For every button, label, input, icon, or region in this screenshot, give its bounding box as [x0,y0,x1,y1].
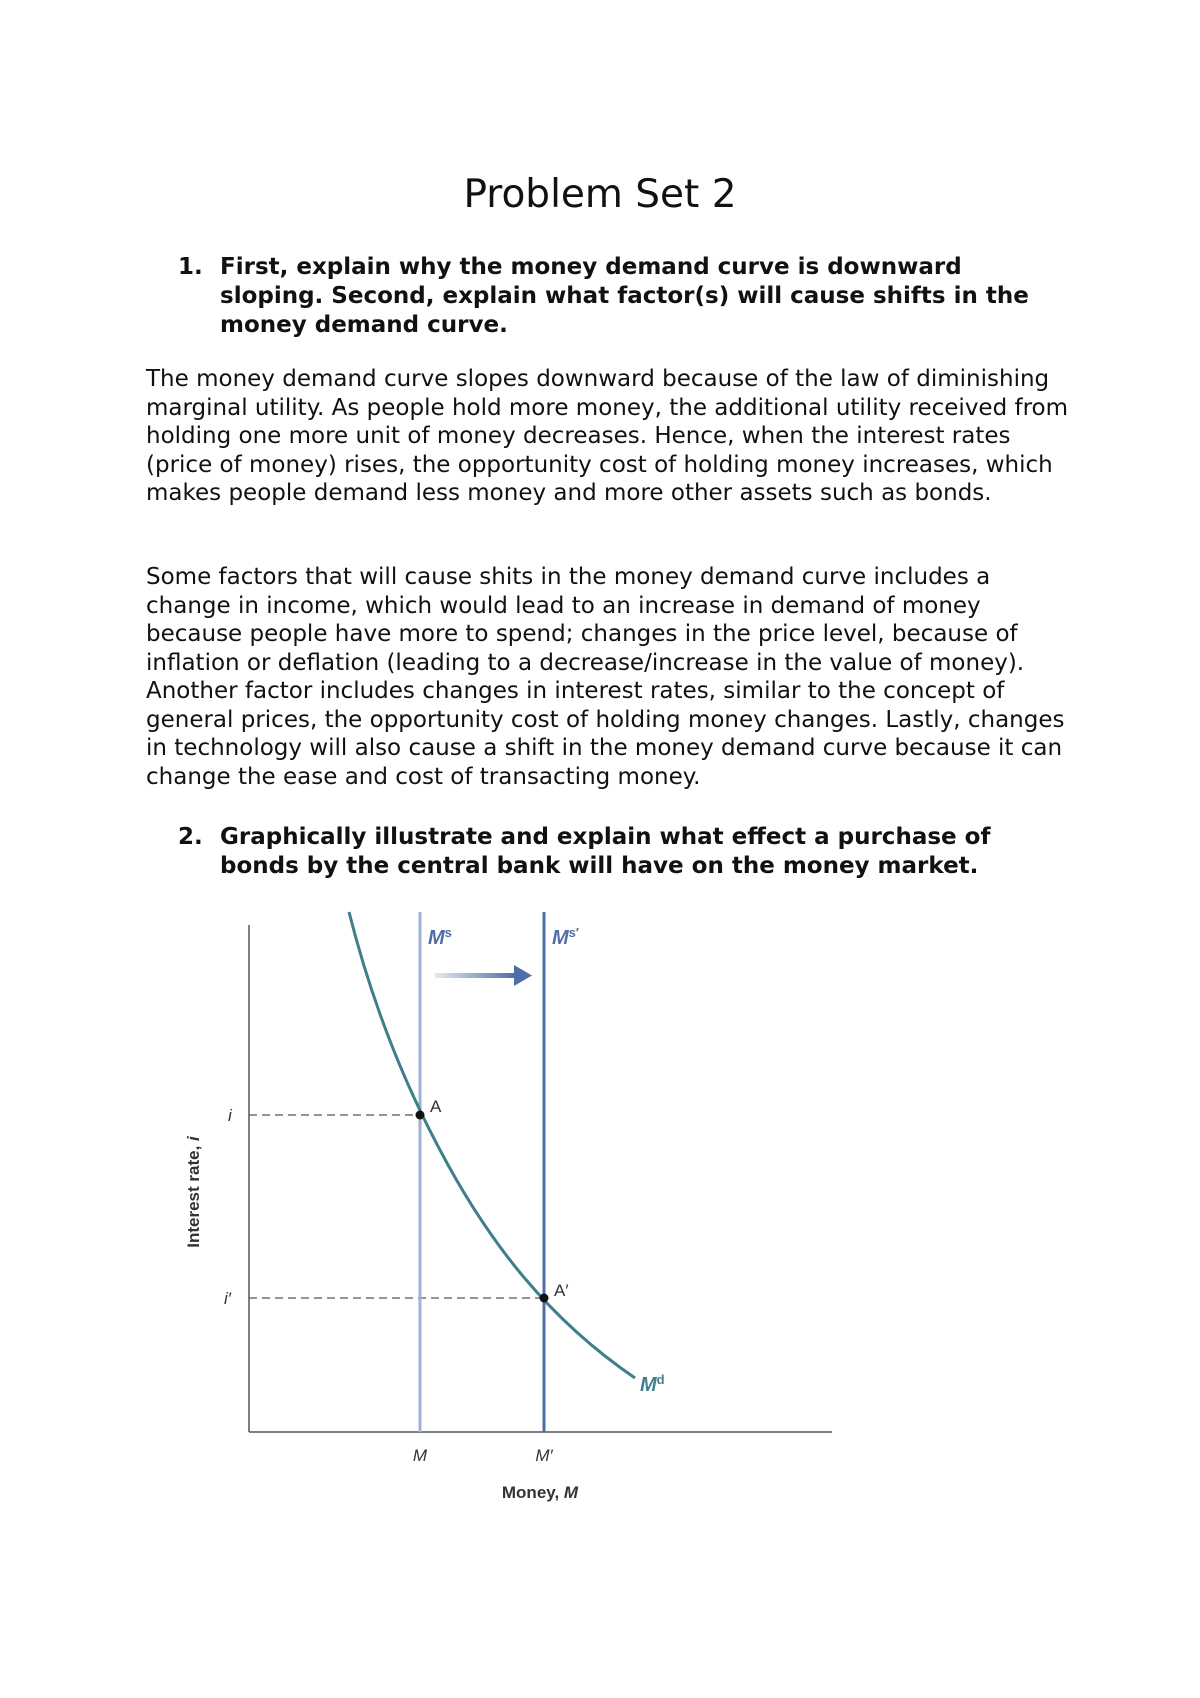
x-tick-m: M [412,1446,428,1465]
question-2-text: Graphically illustrate and explain what effect a purchase of bonds by the central bank will have on the money market. [220,824,991,879]
question-1-text: First, explain why the money demand curve is downward sloping. Second, explain what factor(s) will cause shifts in the money demand curve. [220,254,1029,338]
page-title: Problem Set 2 [463,172,737,217]
money-demand-curve [349,912,635,1378]
answer-1-paragraph-2: Some factors that will cause shits in the money demand curve includes a change in income, which would lead to an increase in demand of money because people have more to spend; changes in the price level, because of inflation or deflation (leading to a decrease/increase in the value of money). Another factor includes changes in interest rates, similar to the concept of general prices, the opportunity cost of holding money changes. Lastly, changes in technology will also cause a shift in the money demand curve because it can change the ease and cost of transacting money. [146,564,1065,790]
y-tick-i: i [228,1106,232,1125]
money-supply-new-label: $M^{s'}$ [552,925,580,949]
money-supply-label: $M^s$ [428,925,452,949]
money-demand-label: $M^d$ [640,1372,665,1396]
answer-1-paragraph-1: The money demand curve slopes downward because of the law of diminishing marginal utility. As people hold more money, the additional utility received from holding one more unit of money decreases. Hence, when the interest rates (price of money) rises, the opportunity cost of holding money increases, which makes people demand less money and more other assets such as bonds. [146,366,1069,506]
x-tick-m-prime: M′ [535,1446,553,1465]
equilibrium-point-a-prime [540,1294,549,1303]
question-1 [178,253,1058,340]
y-tick-i-prime: i′ [224,1289,231,1308]
question-2 [178,823,1058,881]
question-1-number: 1. [178,254,203,280]
point-a-label: A [430,1097,442,1116]
x-axis-title: Money, M [501,1483,579,1502]
shift-arrow-head [514,965,532,986]
money-market-graph [170,900,850,1520]
equilibrium-point-a [416,1111,425,1120]
point-a-prime-label: A′ [554,1281,569,1300]
question-2-number: 2. [178,824,203,850]
y-axis-title: Interest rate, i [184,1136,203,1248]
shift-arrow-shaft [435,973,515,978]
